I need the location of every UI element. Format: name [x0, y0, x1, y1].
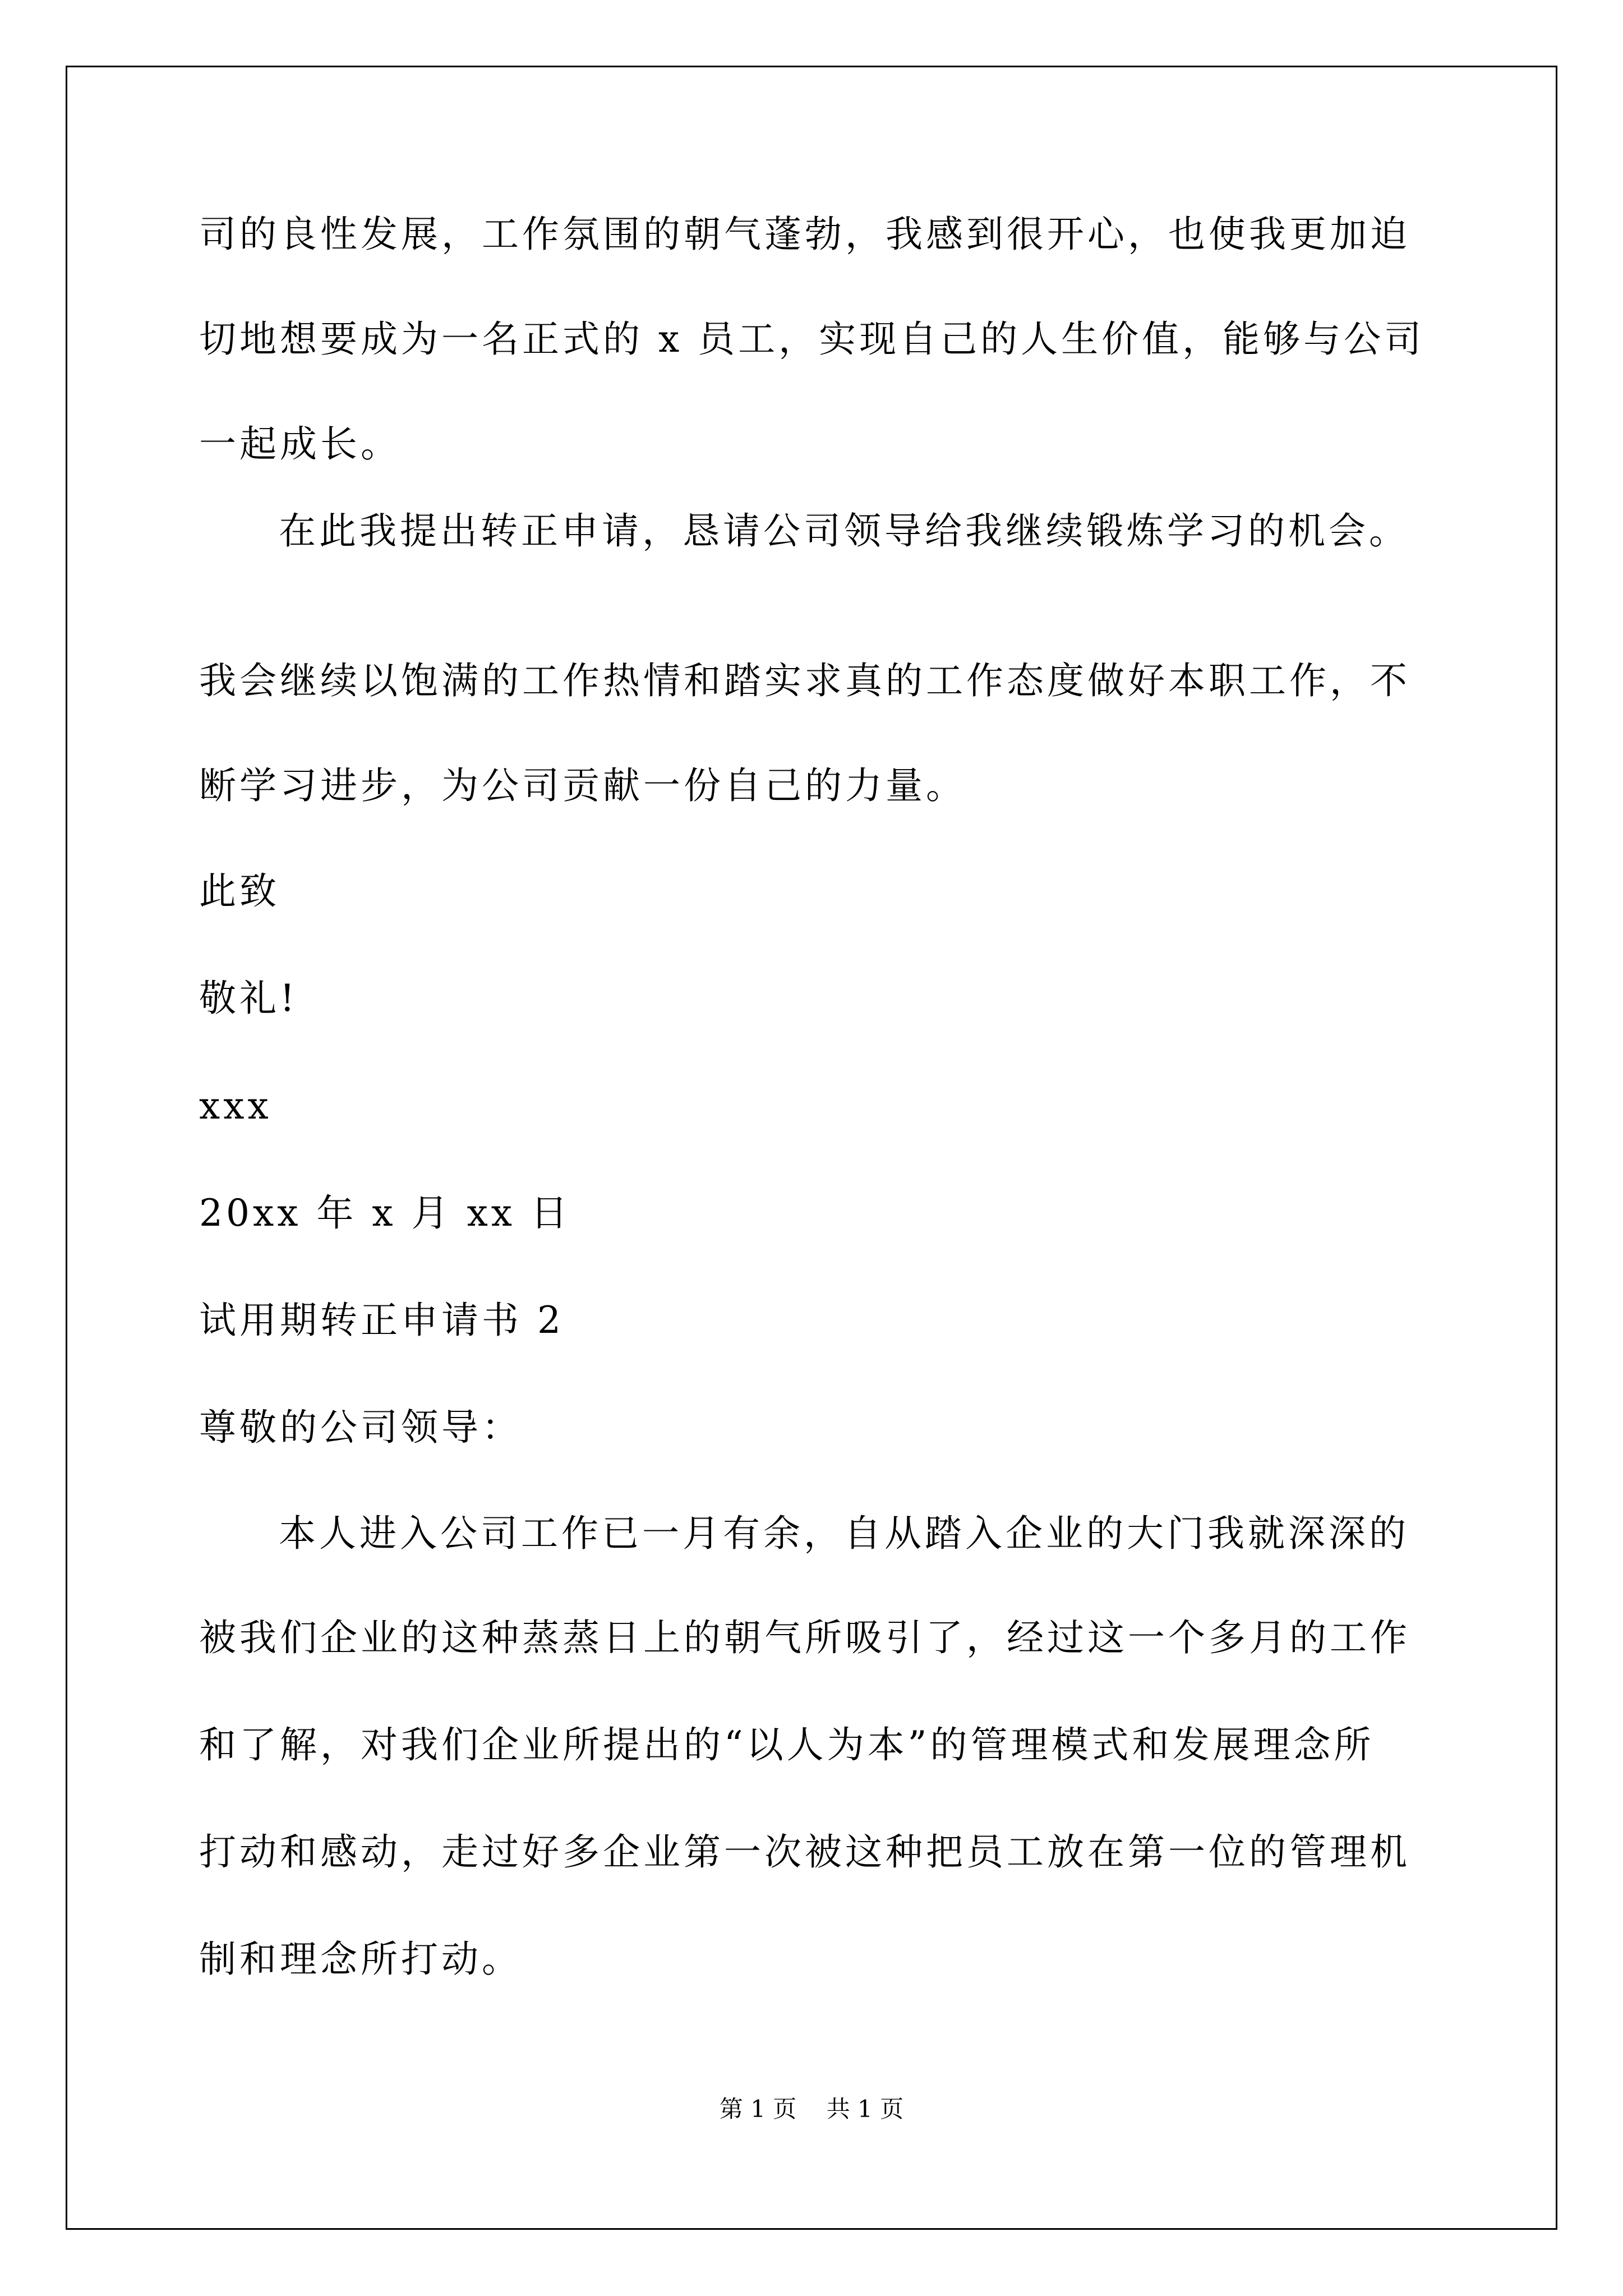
signature-name: xxx — [199, 1084, 272, 1128]
text-line: 打动和感动，走过好多企业第一次被这种把员工放在第一位的管理机 — [199, 1830, 1410, 1874]
text-line: 制和理念所打动。 — [199, 1938, 522, 1981]
text-line: 我会继续以饱满的工作热情和踏实求真的工作态度做好本职工作，不 — [199, 659, 1410, 702]
text-line: 被我们企业的这种蒸蒸日上的朝气所吸引了，经过这一个多月的工作 — [199, 1616, 1410, 1659]
closing-salutation: 此致 — [199, 869, 280, 913]
page-footer: 第 1 页 共 1 页 — [719, 2095, 904, 2123]
greeting: 尊敬的公司领导： — [199, 1406, 522, 1449]
signature-date: 20xx 年 x 月 xx 日 — [199, 1191, 571, 1235]
text-line: 断学习进步，为公司贡献一份自己的力量。 — [199, 764, 966, 807]
text-line: 本人进入公司工作已一月有余，自从踏入企业的大门我就深深的 — [279, 1512, 1409, 1555]
text-line: 切地想要成为一名正式的 x 员工，实现自己的人生价值，能够与公司 — [199, 318, 1425, 361]
page-border — [66, 66, 1557, 2230]
closing-regards: 敬礼! — [199, 977, 298, 1020]
section-title: 试用期转正申请书 2 — [199, 1299, 564, 1342]
text-line: 一起成长。 — [199, 422, 401, 466]
text-line: 司的良性发展，工作氛围的朝气蓬勃，我感到很开心，也使我更加迫 — [199, 213, 1410, 256]
text-line: 和了解，对我们企业所提出的“以人为本”的管理模式和发展理念所 — [199, 1723, 1375, 1766]
text-line: 在此我提出转正申请，恳请公司领导给我继续锻炼学习的机会。 — [279, 509, 1409, 553]
